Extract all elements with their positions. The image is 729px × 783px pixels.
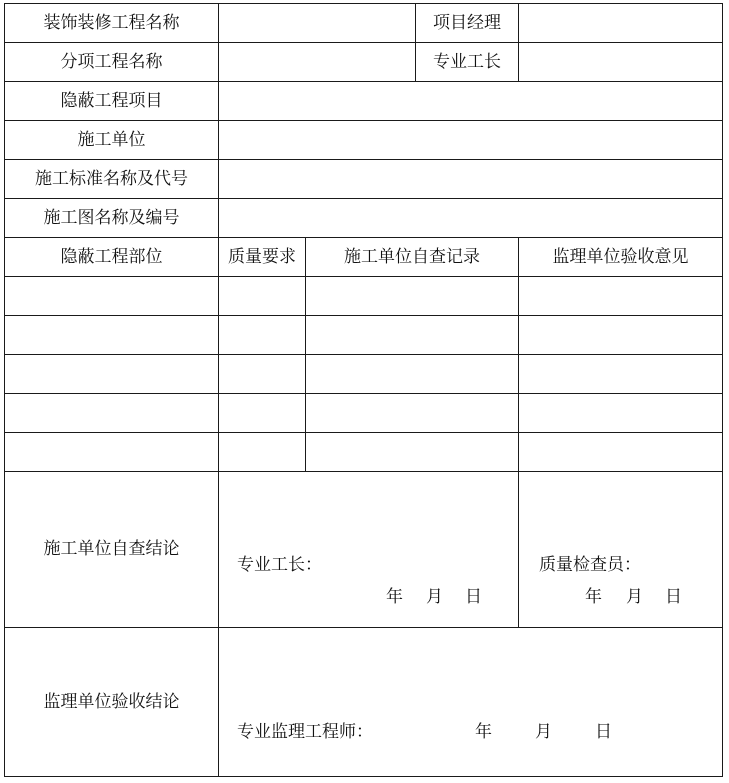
row-supervision-conclusion [5,628,723,777]
column-quality: 质量要求 [219,238,306,277]
supervision-conclusion-body[interactable] [219,628,723,777]
engineer-signature-label: 专业监理工程师： [237,722,373,742]
quality-cell[interactable] [219,316,306,355]
inspector-date-day: 日 [665,587,682,607]
location-cell[interactable] [5,433,219,472]
drawing-label: 施工图名称及编号 [5,199,219,238]
row-project-name [5,4,723,43]
self-check-cell[interactable] [306,277,519,316]
self-check-cell[interactable] [306,355,519,394]
subproject-name-value[interactable] [219,43,416,82]
table-row [5,394,723,433]
supervision-cell[interactable] [519,394,723,433]
foreman-value[interactable] [519,43,723,82]
foreman-label: 专业工长 [416,43,519,82]
self-date-year: 年 [386,587,403,607]
project-name-value[interactable] [219,4,416,43]
self-conclusion-label: 施工单位自查结论 [5,472,219,628]
table-row [5,355,723,394]
inspector-date-year: 年 [585,587,602,607]
subproject-name-label: 分项工程名称 [5,43,219,82]
supervision-cell[interactable] [519,277,723,316]
self-date-day: 日 [465,587,482,607]
quality-cell[interactable] [219,433,306,472]
row-standard [5,160,723,199]
table-row [5,316,723,355]
row-concealed-item [5,82,723,121]
self-check-cell[interactable] [306,394,519,433]
project-manager-value[interactable] [519,4,723,43]
supervision-cell[interactable] [519,355,723,394]
row-subproject-name [5,43,723,82]
quality-cell[interactable] [219,355,306,394]
drawing-value[interactable] [219,199,723,238]
quality-cell[interactable] [219,394,306,433]
row-column-headers [5,238,723,277]
column-self-check: 施工单位自查记录 [306,238,519,277]
inspector-date-month: 月 [626,587,643,607]
self-check-cell[interactable] [306,316,519,355]
inspector-signature-label: 质量检查员： [539,555,641,575]
contractor-value[interactable] [219,121,723,160]
row-drawing [5,199,723,238]
project-manager-label: 项目经理 [416,4,519,43]
self-conclusion-body[interactable] [219,472,519,628]
inspector-body[interactable] [519,472,723,628]
column-supervision: 监理单位验收意见 [519,238,723,277]
table-row [5,277,723,316]
concealed-item-value[interactable] [219,82,723,121]
sup-date-month: 月 [535,722,552,742]
project-name-label: 装饰装修工程名称 [5,4,219,43]
row-contractor [5,121,723,160]
concealed-item-label: 隐蔽工程项目 [5,82,219,121]
column-location: 隐蔽工程部位 [5,238,219,277]
sup-date-day: 日 [595,722,612,742]
standard-value[interactable] [219,160,723,199]
standard-label: 施工标准名称及代号 [5,160,219,199]
quality-cell[interactable] [219,277,306,316]
self-check-cell[interactable] [306,433,519,472]
concealed-work-acceptance-form [4,3,723,777]
row-self-conclusion [5,472,723,628]
location-cell[interactable] [5,316,219,355]
supervision-conclusion-label: 监理单位验收结论 [5,628,219,777]
self-date-month: 月 [426,587,443,607]
location-cell[interactable] [5,355,219,394]
sup-date-year: 年 [475,722,492,742]
foreman-signature-label: 专业工长： [237,555,322,575]
contractor-label: 施工单位 [5,121,219,160]
table-row [5,433,723,472]
location-cell[interactable] [5,277,219,316]
supervision-cell[interactable] [519,316,723,355]
supervision-cell[interactable] [519,433,723,472]
location-cell[interactable] [5,394,219,433]
